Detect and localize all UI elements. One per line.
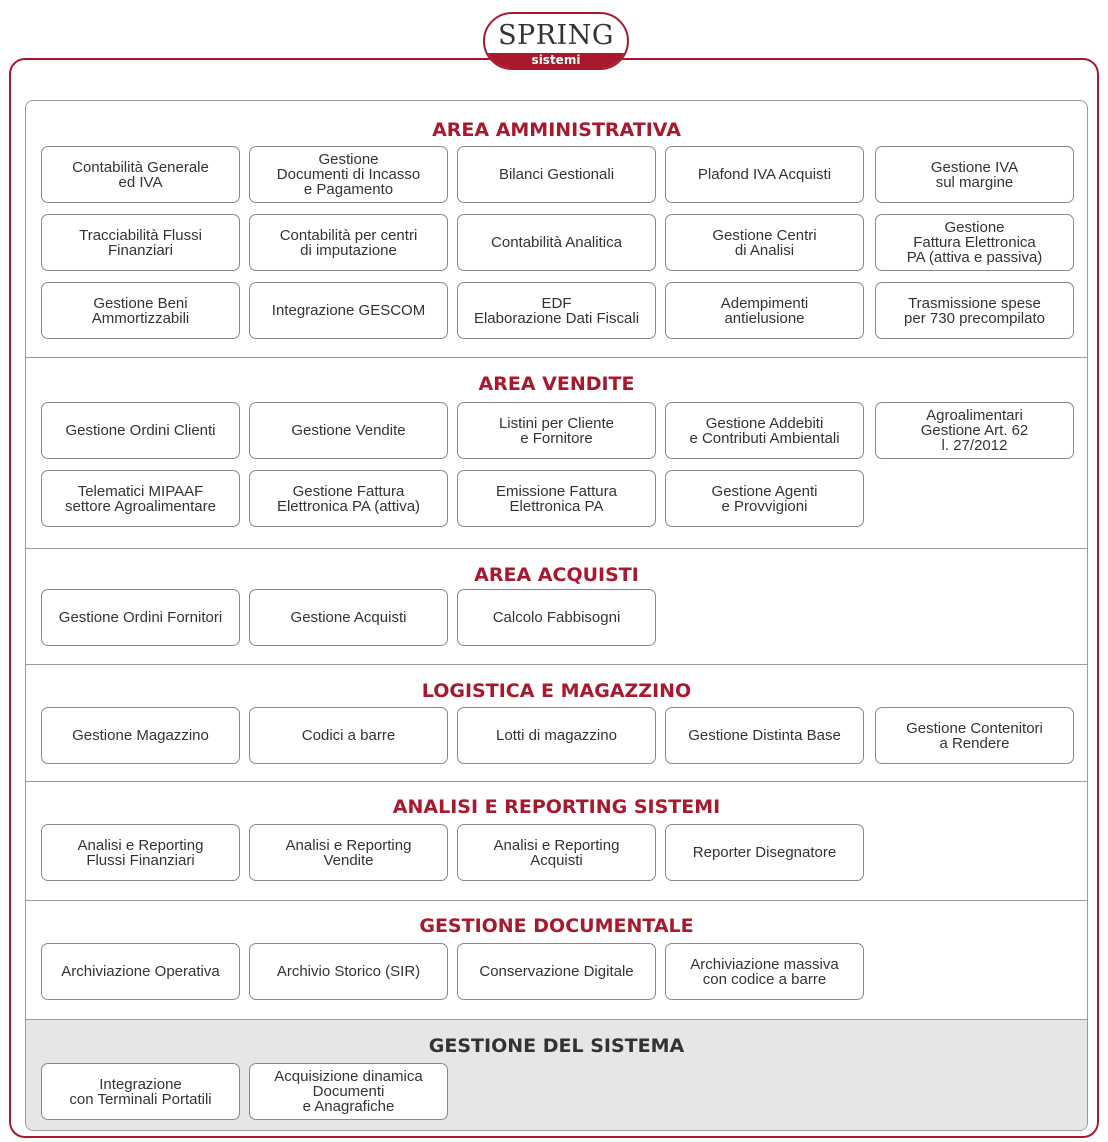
module-box: Codici a barre [249, 707, 448, 764]
module-box: Listini per Cliente e Fornitore [457, 402, 656, 459]
spring-sistemi-logo [483, 12, 629, 70]
section-title: LOGISTICA E MAGAZZINO [421, 680, 692, 702]
section-2 [26, 549, 1087, 665]
module-box: Contabilità Generale ed IVA [41, 146, 240, 203]
module-box: Reporter Disegnatore [665, 824, 864, 881]
module-box: Conservazione Digitale [457, 943, 656, 1000]
module-box: Archiviazione Operativa [41, 943, 240, 1000]
module-box: Emissione Fattura Elettronica PA [457, 470, 656, 527]
section-6 [26, 1020, 1087, 1131]
module-box: Gestione Fattura Elettronica PA (attiva) [249, 470, 448, 527]
section-3 [26, 665, 1087, 782]
section-title: AREA ACQUISTI [474, 564, 639, 586]
logo-subtitle: sistemi [531, 53, 581, 67]
module-box: Contabilità per centri di imputazione [249, 214, 448, 271]
section-title: GESTIONE DEL SISTEMA [428, 1035, 685, 1057]
section-0 [26, 101, 1087, 358]
module-box: Lotti di magazzino [457, 707, 656, 764]
module-box: Integrazione GESCOM [249, 282, 448, 339]
module-box: Gestione IVA sul margine [875, 146, 1074, 203]
module-box: Analisi e Reporting Flussi Finanziari [41, 824, 240, 881]
module-box: Integrazione con Terminali Portatili [41, 1063, 240, 1120]
module-box: Adempimenti antielusione [665, 282, 864, 339]
module-box: Gestione Fattura Elettronica PA (attiva e passiva) [875, 214, 1074, 271]
logo-name: SPRING [498, 20, 614, 51]
section-1 [26, 358, 1087, 549]
module-box: Gestione Addebiti e Contributi Ambientali [665, 402, 864, 459]
module-box: Gestione Vendite [249, 402, 448, 459]
module-box: Archivio Storico (SIR) [249, 943, 448, 1000]
section-4 [26, 782, 1087, 901]
module-box: Gestione Acquisti [249, 589, 448, 646]
module-box: Contabilità Analitica [457, 214, 656, 271]
section-title: AREA AMMINISTRATIVA [432, 119, 681, 141]
module-box: Agroalimentari Gestione Art. 62 l. 27/2012 [875, 402, 1074, 459]
module-box: Gestione Distinta Base [665, 707, 864, 764]
module-box: Gestione Agenti e Provvigioni [665, 470, 864, 527]
module-box: Gestione Beni Ammortizzabili [41, 282, 240, 339]
module-box: Telematici MIPAAF settore Agroalimentare [41, 470, 240, 527]
module-box: Gestione Contenitori a Rendere [875, 707, 1074, 764]
module-box: Gestione Documenti di Incasso e Pagamento [249, 146, 448, 203]
module-box: Calcolo Fabbisogni [457, 589, 656, 646]
module-box: Trasmissione spese per 730 precompilato [875, 282, 1074, 339]
module-box: Acquisizione dinamica Documenti e Anagrafiche [249, 1063, 448, 1120]
module-box: Analisi e Reporting Vendite [249, 824, 448, 881]
section-title: ANALISI E REPORTING SISTEMI [392, 796, 721, 818]
modules-panel [25, 100, 1088, 1131]
section-title: GESTIONE DOCUMENTALE [419, 915, 694, 937]
module-box: EDF Elaborazione Dati Fiscali [457, 282, 656, 339]
module-box: Gestione Centri di Analisi [665, 214, 864, 271]
section-title: AREA VENDITE [478, 373, 635, 395]
module-box: Tracciabilità Flussi Finanziari [41, 214, 240, 271]
module-box: Plafond IVA Acquisti [665, 146, 864, 203]
module-box: Archiviazione massiva con codice a barre [665, 943, 864, 1000]
module-box: Bilanci Gestionali [457, 146, 656, 203]
module-box: Gestione Ordini Fornitori [41, 589, 240, 646]
module-box: Gestione Magazzino [41, 707, 240, 764]
module-box: Gestione Ordini Clienti [41, 402, 240, 459]
module-box: Analisi e Reporting Acquisti [457, 824, 656, 881]
section-5 [26, 901, 1087, 1020]
